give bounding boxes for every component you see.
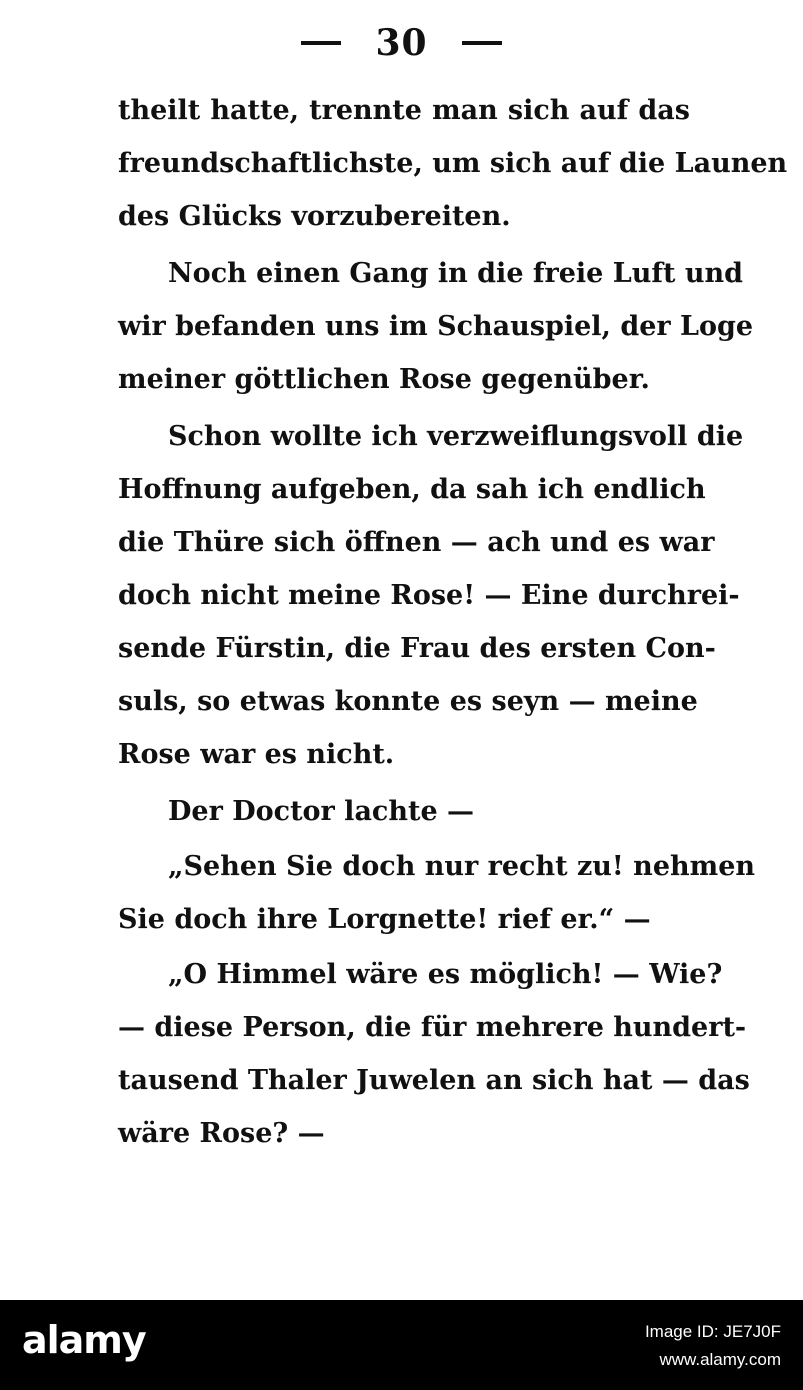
text-line: wir befanden uns im Schauspiel, der Loge (118, 311, 754, 342)
image-id-label: Image ID: JE7J0F (644, 1322, 781, 1341)
text-line: tausend Thaler Juwelen an sich hat — das (118, 1065, 750, 1096)
text-line: Noch einen Gang in die freie Luft und (168, 258, 743, 289)
text-line: freundschaftlichste, um sich auf die Launen (118, 148, 788, 179)
page-text (118, 84, 788, 1160)
right-dash-ornament (462, 41, 502, 45)
text-line: „O Himmel wäre es möglich! — Wie? (168, 959, 723, 990)
stock-url-label: www.alamy.com (659, 1350, 781, 1369)
text-line: suls, so etwas konnte es seyn — meine (118, 686, 698, 717)
text-line: des Glücks vorzubereiten. (118, 201, 511, 232)
text-line: die Thüre sich öffnen — ach und es war (118, 527, 715, 558)
page-header (0, 18, 803, 68)
left-dash-ornament (301, 41, 341, 45)
page-number: 30 (375, 22, 428, 64)
text-line: Sie doch ihre Lorgnette! rief er.“ — (118, 904, 651, 935)
text-line: wäre Rose? — (118, 1118, 325, 1149)
text-line: doch nicht meine Rose! — Eine durchrei- (118, 580, 740, 611)
text-line: meiner göttlichen Rose gegenüber. (118, 364, 650, 395)
text-line: Hoffnung aufgeben, da sah ich endlich (118, 474, 706, 505)
text-line: Rose war es nicht. (118, 739, 395, 770)
watermark-footer-bar (0, 1300, 803, 1390)
alamy-logo: alamy (22, 1318, 146, 1362)
text-line: Schon wollte ich verzweiflungsvoll die (168, 421, 744, 452)
text-line: „Sehen Sie doch nur recht zu! nehmen (168, 851, 755, 882)
text-line: — diese Person, die für mehrere hundert- (118, 1012, 747, 1043)
text-line: Der Doctor lachte — (168, 796, 475, 827)
text-line: sende Fürstin, die Frau des ersten Con- (118, 633, 716, 664)
text-line: theilt hatte, trennte man sich auf das (118, 95, 690, 126)
